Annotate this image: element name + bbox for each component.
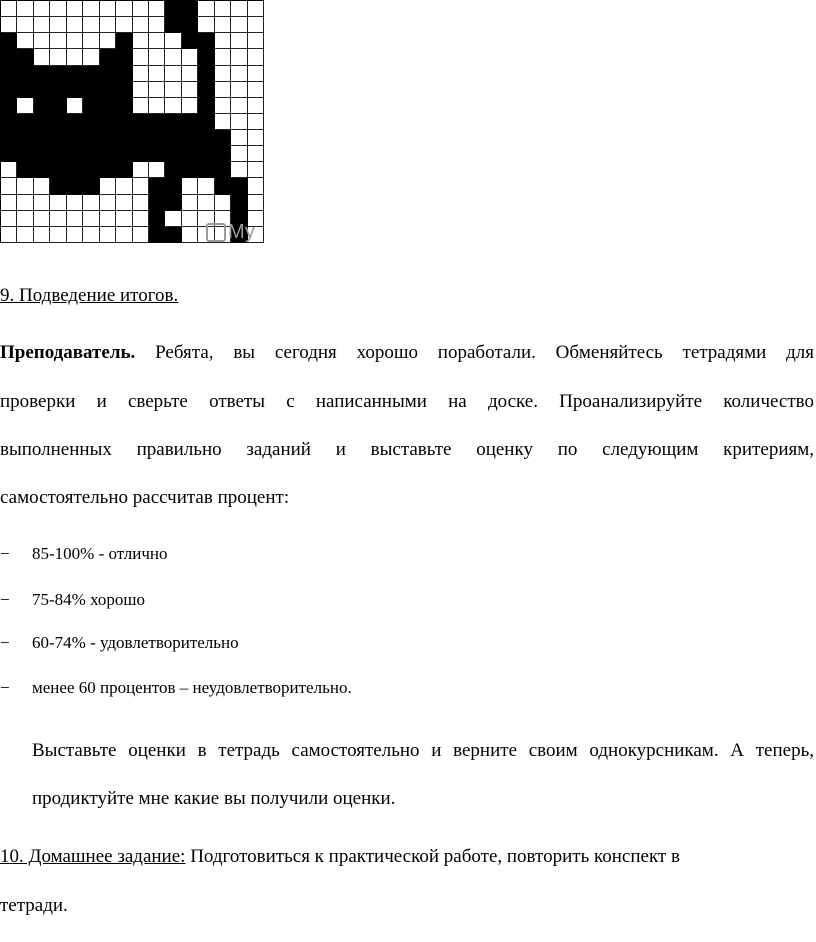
grid-cell bbox=[215, 49, 231, 65]
grid-cell bbox=[116, 211, 132, 227]
grid-cell bbox=[50, 17, 66, 33]
grid-cell bbox=[100, 33, 116, 49]
grid-cell bbox=[100, 162, 116, 178]
grid-cell bbox=[133, 211, 149, 227]
grid-cell bbox=[215, 162, 231, 178]
grid-cell bbox=[182, 114, 198, 130]
grid-cell bbox=[133, 146, 149, 162]
grid-cell bbox=[34, 146, 50, 162]
grid-cell bbox=[182, 227, 198, 243]
grid-cell bbox=[198, 98, 214, 114]
grid-cell bbox=[50, 33, 66, 49]
grid-cell bbox=[248, 98, 264, 114]
grid-cell bbox=[17, 17, 33, 33]
grid-cell bbox=[215, 195, 231, 211]
grid-cell bbox=[165, 82, 181, 98]
grid-cell bbox=[116, 49, 132, 65]
grid-cell bbox=[133, 17, 149, 33]
grid-cell bbox=[34, 162, 50, 178]
grid-cell bbox=[231, 33, 247, 49]
grid-cell bbox=[83, 114, 99, 130]
grid-cell bbox=[17, 66, 33, 82]
grid-cell bbox=[34, 195, 50, 211]
grid-cell bbox=[133, 195, 149, 211]
grid-cell bbox=[165, 146, 181, 162]
paragraph-line-2: проверки и сверьте ответы с написанными на доске. Проанализируйте количество bbox=[0, 391, 814, 412]
grid-cell bbox=[67, 211, 83, 227]
grid-cell bbox=[50, 162, 66, 178]
grid-cell bbox=[198, 195, 214, 211]
grid-cell bbox=[231, 178, 247, 194]
grid-cell bbox=[17, 178, 33, 194]
grid-cell bbox=[165, 98, 181, 114]
grid-cell bbox=[231, 82, 247, 98]
grid-cell bbox=[17, 82, 33, 98]
grid-cell bbox=[133, 114, 149, 130]
grid-cell bbox=[248, 195, 264, 211]
grid-cell bbox=[133, 82, 149, 98]
grid-cell bbox=[165, 17, 181, 33]
grid-cell bbox=[149, 49, 165, 65]
grid-cell bbox=[1, 211, 17, 227]
grid-cell bbox=[248, 1, 264, 17]
grid-cell bbox=[100, 98, 116, 114]
grid-cell bbox=[198, 146, 214, 162]
grid-cell bbox=[165, 1, 181, 17]
grid-cell bbox=[248, 82, 264, 98]
grid-cell bbox=[182, 162, 198, 178]
grid-cell bbox=[1, 162, 17, 178]
grid-cell bbox=[17, 130, 33, 146]
grid-cell bbox=[182, 49, 198, 65]
grid-cell bbox=[248, 114, 264, 130]
grid-cell bbox=[182, 178, 198, 194]
grid-cell bbox=[50, 98, 66, 114]
grid-cell bbox=[248, 49, 264, 65]
grid-cell bbox=[34, 33, 50, 49]
grid-cell bbox=[116, 146, 132, 162]
grid-cell bbox=[34, 130, 50, 146]
grid-cell bbox=[116, 227, 132, 243]
grid-cell bbox=[50, 82, 66, 98]
grid-cell bbox=[17, 195, 33, 211]
grid-cell bbox=[67, 82, 83, 98]
grid-cell bbox=[198, 49, 214, 65]
grid-cell bbox=[149, 178, 165, 194]
grid-cell bbox=[83, 227, 99, 243]
grid-cell bbox=[17, 211, 33, 227]
grid-cell bbox=[149, 227, 165, 243]
grid-cell bbox=[50, 178, 66, 194]
grid-cell bbox=[83, 33, 99, 49]
grid-cell bbox=[100, 146, 116, 162]
grid-cell bbox=[83, 1, 99, 17]
grid-cell bbox=[34, 66, 50, 82]
grid-cell bbox=[50, 227, 66, 243]
section-10-heading: 10. Домашнее задание: bbox=[0, 846, 186, 867]
grid-cell bbox=[100, 82, 116, 98]
grid-cell bbox=[182, 98, 198, 114]
grid-cell bbox=[215, 17, 231, 33]
grid-cell bbox=[83, 211, 99, 227]
grid-cell bbox=[50, 66, 66, 82]
grid-cell bbox=[133, 49, 149, 65]
grid-cell bbox=[34, 211, 50, 227]
grid-cell bbox=[34, 49, 50, 65]
grid-cell bbox=[215, 1, 231, 17]
grid-cell bbox=[34, 17, 50, 33]
grid-cell bbox=[133, 33, 149, 49]
grid-cell bbox=[50, 114, 66, 130]
grid-cell bbox=[1, 49, 17, 65]
grid-cell bbox=[1, 146, 17, 162]
grid-cell bbox=[34, 227, 50, 243]
grid-cell bbox=[231, 49, 247, 65]
grid-cell bbox=[231, 17, 247, 33]
grid-cell bbox=[1, 227, 17, 243]
grid-cell bbox=[100, 227, 116, 243]
grid-cell bbox=[133, 227, 149, 243]
grid-cell bbox=[165, 162, 181, 178]
grid-cell bbox=[116, 1, 132, 17]
grid-cell bbox=[215, 146, 231, 162]
grid-cell bbox=[133, 1, 149, 17]
grid-cell bbox=[1, 17, 17, 33]
grid-cell bbox=[34, 98, 50, 114]
grid-cell bbox=[100, 114, 116, 130]
grid-cell bbox=[149, 98, 165, 114]
grid-cell bbox=[182, 17, 198, 33]
grid-cell bbox=[116, 130, 132, 146]
instruction-line-1: Выставьте оценки в тетрадь самостоятельно и верните своим однокурсникам. А теперь, bbox=[32, 740, 814, 761]
grid-cell bbox=[34, 82, 50, 98]
grid-cell bbox=[198, 33, 214, 49]
grid-cell bbox=[215, 98, 231, 114]
grid-cell bbox=[1, 195, 17, 211]
grid-cell bbox=[198, 17, 214, 33]
grid-cell bbox=[83, 162, 99, 178]
grid-cell bbox=[248, 162, 264, 178]
watermark: Му bbox=[206, 221, 255, 244]
grid-cell bbox=[83, 195, 99, 211]
grid-cell bbox=[149, 211, 165, 227]
grid-cell bbox=[100, 49, 116, 65]
grid-cell bbox=[67, 178, 83, 194]
grid-cell bbox=[100, 1, 116, 17]
grid-cell bbox=[1, 66, 17, 82]
grid-cell bbox=[198, 66, 214, 82]
grid-cell bbox=[248, 146, 264, 162]
grid-cell bbox=[165, 49, 181, 65]
pixel-art-grid bbox=[0, 0, 264, 243]
grid-cell bbox=[215, 82, 231, 98]
speaker-label: Преподаватель. bbox=[0, 342, 136, 363]
grid-cell bbox=[83, 146, 99, 162]
grid-cell bbox=[231, 114, 247, 130]
grid-cell bbox=[133, 98, 149, 114]
grid-cell bbox=[17, 33, 33, 49]
grid-cell bbox=[17, 227, 33, 243]
grid-cell bbox=[17, 114, 33, 130]
grid-cell bbox=[17, 162, 33, 178]
grid-cell bbox=[116, 82, 132, 98]
grid-cell bbox=[248, 178, 264, 194]
grid-cell bbox=[182, 1, 198, 17]
watermark-logo-icon bbox=[206, 223, 226, 242]
grid-cell bbox=[165, 227, 181, 243]
grid-cell bbox=[182, 146, 198, 162]
grid-cell bbox=[182, 82, 198, 98]
grid-cell bbox=[165, 114, 181, 130]
grid-cell bbox=[116, 114, 132, 130]
grid-cell bbox=[149, 130, 165, 146]
grid-cell bbox=[149, 1, 165, 17]
grid-cell bbox=[231, 130, 247, 146]
grid-cell bbox=[67, 227, 83, 243]
grid-cell bbox=[83, 82, 99, 98]
grid-cell bbox=[116, 98, 132, 114]
grid-cell bbox=[149, 82, 165, 98]
grid-cell bbox=[67, 130, 83, 146]
grid-cell bbox=[215, 66, 231, 82]
grid-cell bbox=[198, 1, 214, 17]
grid-cell bbox=[50, 211, 66, 227]
grid-cell bbox=[50, 195, 66, 211]
grid-cell bbox=[100, 66, 116, 82]
grid-cell bbox=[1, 178, 17, 194]
grid-cell bbox=[231, 66, 247, 82]
grid-cell bbox=[248, 17, 264, 33]
section-10-line-2: тетради. bbox=[0, 895, 68, 916]
grid-cell bbox=[67, 162, 83, 178]
grid-cell bbox=[116, 66, 132, 82]
grid-cell bbox=[116, 17, 132, 33]
grid-cell bbox=[83, 178, 99, 194]
paragraph-line-4: самостоятельно рассчитав процент: bbox=[0, 487, 290, 508]
grid-cell bbox=[1, 130, 17, 146]
grid-cell bbox=[182, 195, 198, 211]
grid-cell bbox=[50, 1, 66, 17]
grid-cell bbox=[165, 130, 181, 146]
grid-cell bbox=[198, 82, 214, 98]
grid-cell bbox=[231, 146, 247, 162]
grid-cell bbox=[198, 178, 214, 194]
grid-cell bbox=[1, 114, 17, 130]
grid-cell bbox=[17, 146, 33, 162]
grid-cell bbox=[1, 82, 17, 98]
grid-cell bbox=[83, 17, 99, 33]
paragraph-line-3: выполненных правильно заданий и выставьте оценку по следующим критериям, bbox=[0, 439, 814, 460]
grid-cell bbox=[248, 33, 264, 49]
grid-cell bbox=[149, 146, 165, 162]
grid-cell bbox=[231, 98, 247, 114]
grid-cell bbox=[1, 33, 17, 49]
grid-cell bbox=[198, 114, 214, 130]
grid-cell bbox=[67, 49, 83, 65]
grid-cell bbox=[100, 211, 116, 227]
grid-cell bbox=[149, 162, 165, 178]
grid-cell bbox=[198, 162, 214, 178]
grid-cell bbox=[231, 162, 247, 178]
grid-cell bbox=[165, 66, 181, 82]
grid-cell bbox=[34, 1, 50, 17]
grid-cell bbox=[182, 66, 198, 82]
grid-cell bbox=[17, 98, 33, 114]
grid-cell bbox=[17, 1, 33, 17]
grid-cell bbox=[67, 146, 83, 162]
grid-cell bbox=[116, 33, 132, 49]
grid-cell bbox=[67, 114, 83, 130]
grid-cell bbox=[50, 130, 66, 146]
grid-cell bbox=[116, 195, 132, 211]
grid-cell bbox=[100, 17, 116, 33]
grid-cell bbox=[182, 130, 198, 146]
grid-cell bbox=[50, 49, 66, 65]
grid-cell bbox=[215, 33, 231, 49]
grid-cell bbox=[149, 66, 165, 82]
grid-cell bbox=[67, 17, 83, 33]
grid-cell bbox=[83, 130, 99, 146]
grid-cell bbox=[165, 211, 181, 227]
grid-cell bbox=[67, 66, 83, 82]
grid-cell bbox=[165, 195, 181, 211]
grid-cell bbox=[1, 1, 17, 17]
grid-cell bbox=[231, 195, 247, 211]
grid-cell bbox=[215, 114, 231, 130]
grid-cell bbox=[100, 178, 116, 194]
grid-cell bbox=[133, 178, 149, 194]
grid-cell bbox=[165, 178, 181, 194]
grid-cell bbox=[248, 66, 264, 82]
grid-cell bbox=[83, 49, 99, 65]
grid-cell bbox=[116, 178, 132, 194]
grid-cell bbox=[50, 146, 66, 162]
paragraph-line-1: Преподаватель. Ребята, вы сегодня хорошо поработали. Обменяйтесь тетрадями для bbox=[0, 342, 815, 363]
grid-cell bbox=[133, 66, 149, 82]
grid-cell bbox=[67, 98, 83, 114]
grid-cell bbox=[100, 195, 116, 211]
section-9-heading: 9. Подведение итогов. bbox=[0, 285, 179, 306]
grid-cell bbox=[149, 17, 165, 33]
grid-cell bbox=[133, 130, 149, 146]
grid-cell bbox=[34, 114, 50, 130]
grid-cell bbox=[165, 33, 181, 49]
grid-cell bbox=[149, 114, 165, 130]
grid-cell bbox=[215, 178, 231, 194]
grid-cell bbox=[149, 195, 165, 211]
grid-cell bbox=[133, 162, 149, 178]
grid-cell bbox=[215, 130, 231, 146]
grid-cell bbox=[67, 1, 83, 17]
grid-cell bbox=[67, 195, 83, 211]
grid-cell bbox=[67, 33, 83, 49]
grid-cell bbox=[83, 66, 99, 82]
grid-cell bbox=[17, 49, 33, 65]
grid-cell bbox=[182, 33, 198, 49]
instruction-line-2: продиктуйте мне какие вы получили оценки. bbox=[32, 788, 396, 809]
grid-cell bbox=[198, 130, 214, 146]
grid-cell bbox=[100, 130, 116, 146]
grid-cell bbox=[248, 130, 264, 146]
grid-cell bbox=[116, 162, 132, 178]
grid-cell bbox=[231, 1, 247, 17]
grid-cell bbox=[83, 98, 99, 114]
grid-cell bbox=[149, 33, 165, 49]
grid-cell bbox=[34, 178, 50, 194]
section-10-line-1: 10. Домашнее задание: Подготовиться к практической работе, повторить конспект в bbox=[0, 846, 680, 867]
grid-cell bbox=[1, 98, 17, 114]
grid-cell bbox=[182, 211, 198, 227]
